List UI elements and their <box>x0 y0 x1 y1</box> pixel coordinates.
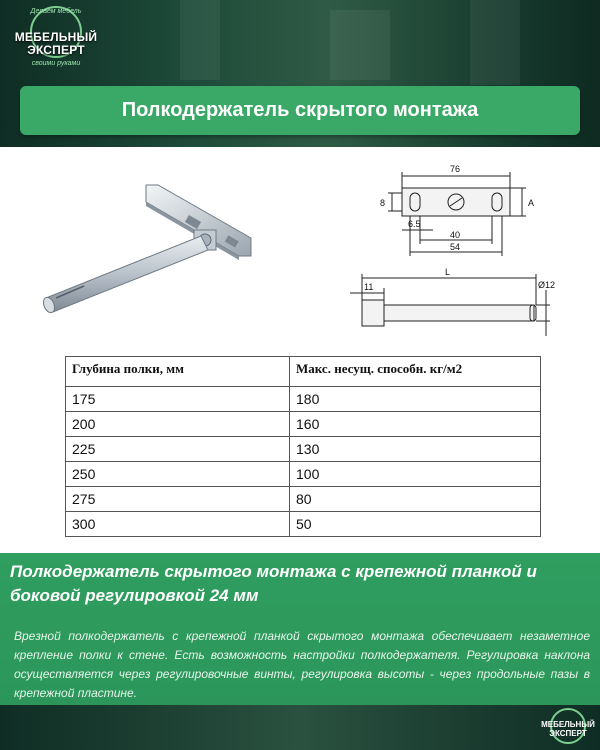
cell-capacity: 100 <box>290 462 541 487</box>
cell-depth: 250 <box>66 462 290 487</box>
footer-band <box>0 705 600 750</box>
product-image <box>36 180 256 320</box>
cell-depth: 175 <box>66 387 290 412</box>
table-row <box>66 437 541 462</box>
load-capacity-table <box>65 356 541 537</box>
table-header-row <box>66 357 541 387</box>
cell-capacity: 80 <box>290 487 541 512</box>
logo-tagline-top: Делаем мебель <box>30 8 82 15</box>
column-header-capacity: Макс. несущ. способн. кг/м2 <box>290 357 541 387</box>
dim-label-6-5: 6.5 <box>408 219 421 229</box>
cell-depth: 225 <box>66 437 290 462</box>
dim-label-8: 8 <box>380 198 386 208</box>
logo-name-line1: МЕБЕЛЬНЫЙ <box>14 30 98 44</box>
cell-capacity: 130 <box>290 437 541 462</box>
dim-label-54: 54 <box>450 242 461 252</box>
brand-logo[interactable] <box>10 6 102 78</box>
footer-logo[interactable] <box>538 708 598 748</box>
header-banner <box>0 0 600 147</box>
footer-logo-line1: МЕБЕЛЬНЫЙ <box>541 720 595 729</box>
cell-capacity: 160 <box>290 412 541 437</box>
dim-label-a: A <box>528 198 535 208</box>
cell-depth: 200 <box>66 412 290 437</box>
background-decor <box>330 10 390 80</box>
background-decor <box>180 0 220 80</box>
dim-label-40: 40 <box>450 230 461 240</box>
table-row <box>66 462 541 487</box>
technical-drawing <box>340 160 555 345</box>
cell-capacity: 50 <box>290 512 541 537</box>
cell-capacity: 180 <box>290 387 541 412</box>
logo-tagline-bottom: своими руками <box>31 60 81 67</box>
dim-label-diameter: Ø12 <box>538 280 555 290</box>
table-row <box>66 487 541 512</box>
footer-logo-line2: ЭКСПЕРТ <box>549 729 587 738</box>
cell-depth: 275 <box>66 487 290 512</box>
dim-label-l: L <box>445 267 451 277</box>
description-body: Врезной полкодержатель с крепежной планкой скрытого монтажа обеспечивает незаметное крепление полки к стене. Есть возможность настройки полкодержателя. Регулировка наклона осуществляется через регулировочные винты, регулировка высоты - через продольные пазы в крепежной пластине. <box>14 629 590 700</box>
dim-label-11: 11 <box>364 282 374 292</box>
logo-name-line2: ЭКСПЕРТ <box>27 43 85 57</box>
table-row <box>66 512 541 537</box>
table-row <box>66 387 541 412</box>
cell-depth: 300 <box>66 512 290 537</box>
column-header-depth: Глубина полки, мм <box>66 357 290 387</box>
page-title: Полкодержатель скрытого монтажа <box>20 86 580 135</box>
background-decor <box>470 0 520 85</box>
table-row <box>66 412 541 437</box>
dim-label-76: 76 <box>450 164 461 174</box>
description-heading: Полкодержатель скрытого монтажа с крепежной планкой и боковой регулировкой 24 мм <box>10 562 537 605</box>
